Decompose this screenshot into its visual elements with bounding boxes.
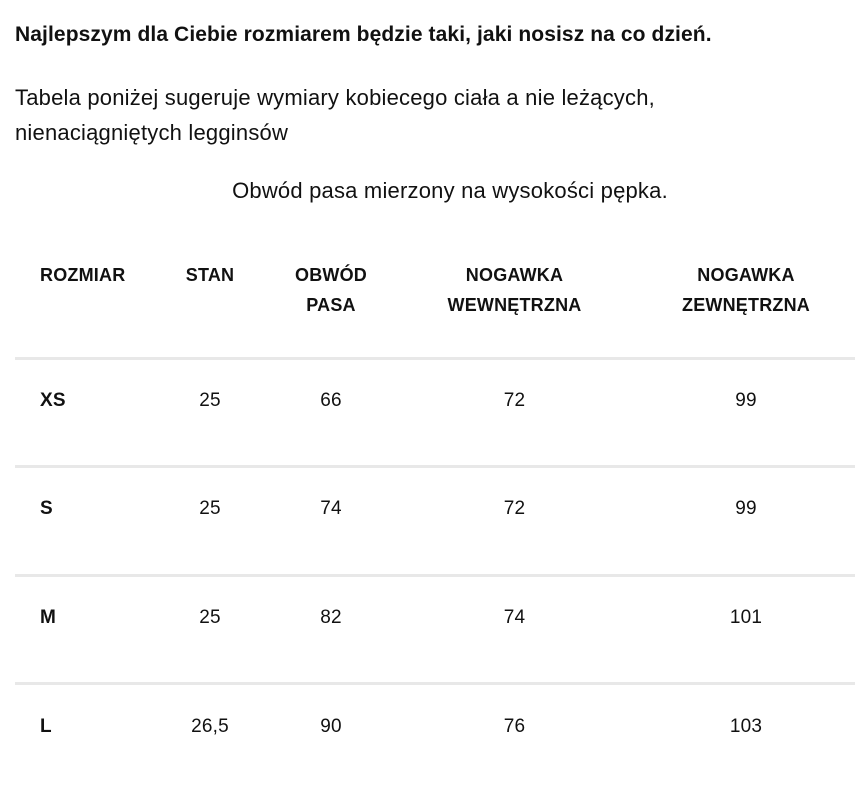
size-table (15, 248, 855, 792)
outseam-cell: 103 (637, 684, 855, 793)
waist-cell: 90 (270, 684, 392, 793)
size-cell: M (15, 575, 150, 684)
inseam-cell: 72 (392, 467, 637, 576)
waist-measure-note: Obwód pasa mierzony na wysokości pępka. (232, 178, 668, 203)
rise-cell: 25 (150, 467, 270, 576)
header-size: ROZMIAR (40, 265, 126, 285)
header-rise: STAN (185, 265, 235, 285)
size-guide-intro: Tabela poniżej sugeruje wymiary kobiecego ciała a nie leżących, nienaciągniętych legginsów (15, 85, 655, 145)
outseam-cell: 99 (637, 467, 855, 576)
table-row (15, 575, 855, 684)
outseam-cell: 101 (637, 575, 855, 684)
outseam-cell: 99 (637, 358, 855, 467)
size-cell: S (15, 467, 150, 576)
rise-cell: 25 (150, 358, 270, 467)
header-inseam: NOGAWKA WEWNĘTRZNA (447, 265, 582, 315)
rise-cell: 26,5 (150, 684, 270, 793)
waist-cell: 66 (270, 358, 392, 467)
header-waist: OBWÓD PASA (295, 265, 367, 315)
rise-cell: 25 (150, 575, 270, 684)
waist-cell: 74 (270, 467, 392, 576)
size-cell: XS (15, 358, 150, 467)
table-row (15, 467, 855, 576)
inseam-cell: 72 (392, 358, 637, 467)
table-header-row (15, 248, 855, 358)
header-outseam: NOGAWKA ZEWNĘTRZNA (682, 265, 810, 315)
table-row (15, 684, 855, 793)
table-row (15, 358, 855, 467)
size-cell: L (15, 684, 150, 793)
size-guide-headline: Najlepszym dla Ciebie rozmiarem będzie taki, jaki nosisz na co dzień. (15, 23, 712, 46)
inseam-cell: 76 (392, 684, 637, 793)
waist-cell: 82 (270, 575, 392, 684)
inseam-cell: 74 (392, 575, 637, 684)
